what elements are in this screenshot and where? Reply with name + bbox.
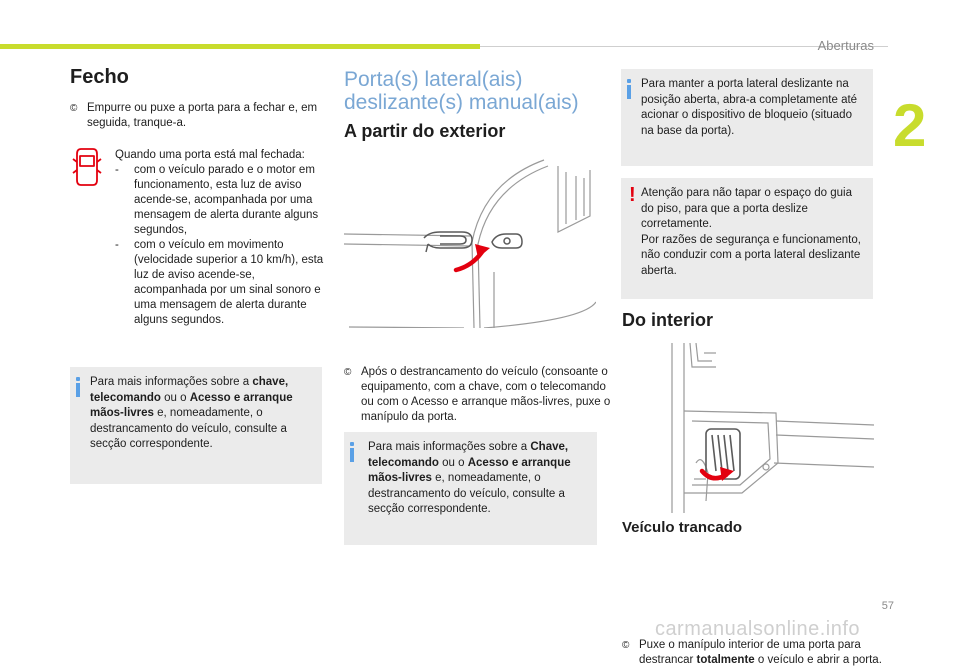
exterior-instruction bbox=[344, 365, 611, 425]
bullet-icon: © bbox=[622, 640, 630, 651]
door-open-warning-icon bbox=[72, 146, 102, 188]
chapter-number: 2 bbox=[893, 92, 927, 159]
locked-instruction: © Puxe o manípulo interior de uma porta para destrancar totalmente o veículo e abrir a porta. bbox=[622, 639, 882, 666]
heading-exterior: A partir do exterior bbox=[344, 121, 506, 141]
door-alert-intro: Quando uma porta está mal fechada: bbox=[115, 149, 305, 161]
heading-fecho: Fecho bbox=[70, 66, 129, 88]
slide-open-info-text: Para manter a porta lateral deslizante na posição aberta, abra-a completamente até acionar o dispositivo de bloqueio (situado na base da porta). bbox=[641, 78, 858, 137]
interior-handle-illustration bbox=[656, 343, 874, 513]
fecho-info-box bbox=[70, 367, 322, 484]
door-alert-list bbox=[115, 163, 325, 328]
slide-open-info-box bbox=[621, 69, 873, 166]
heading-veiculo-trancado: Veículo trancado bbox=[622, 519, 743, 536]
page-number: 57 bbox=[881, 600, 894, 612]
fecho-instruction-text: Empurre ou puxe a porta para a fechar e, em seguida, tranque-a. bbox=[87, 102, 318, 129]
door-alert-block bbox=[115, 148, 325, 328]
porta-info-text: Para mais informações sobre a Chave, telecomando ou o Acesso e arranque mãos-livres e, nomeadamente, o destrancamento do veículo, consulte a secção correspondente. bbox=[368, 441, 571, 515]
heading-interior: Do interior bbox=[622, 310, 714, 330]
info-icon bbox=[350, 442, 354, 462]
warning-icon: ! bbox=[629, 184, 636, 206]
header-accent-bar bbox=[0, 44, 480, 49]
warning-text: Atenção para não tapar o espaço do guia do piso, para que a porta deslize corretamente. Por razões de segurança e funcionamento, não conduzir com a porta lateral deslizante aberta. bbox=[641, 187, 861, 277]
fecho-instruction bbox=[70, 101, 329, 131]
bullet-icon: © bbox=[344, 367, 352, 378]
info-icon bbox=[627, 79, 631, 99]
bullet-icon: © bbox=[70, 103, 78, 114]
exterior-handle-illustration bbox=[344, 152, 596, 328]
door-alert-item: - com o veículo em movimento (velocidade superior a 10 km/h), esta luz de aviso acende-se, acompanhada por um sinal sonoro e uma mensagem de alerta durante alguns segundos. bbox=[115, 239, 324, 326]
door-alert-item: - com o veículo parado e o motor em funcionamento, esta luz de aviso acende-se, acompanhada por uma mensagem de alerta durante alguns segundos, bbox=[115, 164, 319, 236]
exterior-instruction-text: Após o destrancamento do veículo (consoante o equipamento, com a chave, com o telecomando ou com o Acesso e arranque mãos-livres, puxe o manípulo da porta. bbox=[361, 366, 611, 423]
fecho-info-text: Para mais informações sobre a chave, telecomando ou o Acesso e arranque mãos-livres e, nomeadamente, o destrancamento do veículo, consulte a secção correspondente. bbox=[90, 376, 293, 450]
porta-info-box bbox=[344, 432, 597, 545]
warning-box bbox=[621, 178, 873, 299]
section-name: Aberturas bbox=[817, 38, 874, 53]
info-icon bbox=[76, 377, 80, 397]
heading-porta-lateral: Porta(s) lateral(ais) deslizante(s) manual(ais) bbox=[344, 68, 579, 114]
watermark: carmanualsonline.info bbox=[654, 618, 860, 640]
